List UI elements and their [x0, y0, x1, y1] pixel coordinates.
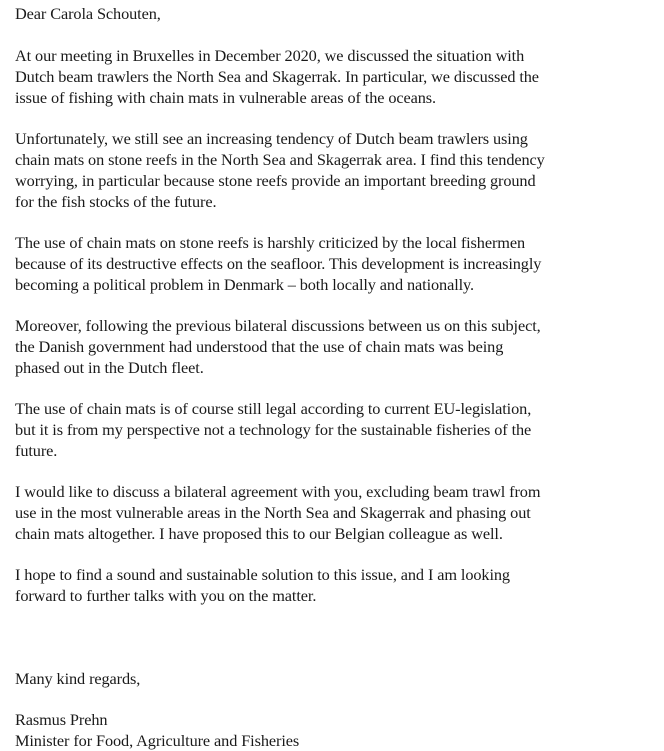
signature-block [15, 709, 655, 751]
closing-text: Many kind regards, [15, 669, 141, 688]
paragraph-line: Unfortunately, we still see an increasing tendency of Dutch beam trawlers using [15, 129, 528, 148]
paragraph-3 [15, 232, 655, 295]
paragraph-line: use in the most vulnerable areas in the North Sea and Skagerrak and phasing out [15, 503, 531, 522]
paragraph-line: I would like to discuss a bilateral agreement with you, excluding beam trawl from [15, 482, 541, 501]
signature-title: Minister for Food, Agriculture and Fisheries [15, 731, 300, 750]
paragraph-line: worrying, in particular because stone reefs provide an important breeding ground [15, 171, 536, 190]
paragraph-7 [15, 564, 655, 606]
paragraph-line: I hope to find a sound and sustainable solution to this issue, and I am looking [15, 565, 510, 584]
paragraph-line: but it is from my perspective not a technology for the sustainable fisheries of the [15, 420, 532, 439]
paragraph-line: the Danish government had understood that the use of chain mats was being [15, 337, 504, 356]
paragraph-line: chain mats altogether. I have proposed this to our Belgian colleague as well. [15, 524, 503, 543]
paragraph-line: At our meeting in Bruxelles in December 2020, we discussed the situation with [15, 46, 525, 65]
paragraph-line: becoming a political problem in Denmark – both locally and nationally. [15, 275, 475, 294]
paragraph-line: because of its destructive effects on the seafloor. This development is increasingly [15, 254, 542, 273]
salutation [15, 3, 655, 24]
closing [15, 668, 655, 689]
paragraph-4 [15, 315, 655, 378]
paragraph-5 [15, 398, 655, 461]
paragraph-line: The use of chain mats on stone reefs is harshly criticized by the local fishermen [15, 233, 526, 252]
paragraph-line: issue of fishing with chain mats in vulnerable areas of the oceans. [15, 88, 437, 107]
paragraph-line: phased out in the Dutch fleet. [15, 358, 204, 377]
paragraph-line: for the fish stocks of the future. [15, 192, 217, 211]
paragraph-line: Dutch beam trawlers the North Sea and Skagerrak. In particular, we discussed the [15, 67, 539, 86]
paragraph-1 [15, 45, 655, 108]
paragraph-line: Moreover, following the previous bilateral discussions between us on this subject, [15, 316, 541, 335]
signature-name: Rasmus Prehn [15, 710, 108, 729]
paragraph-line: The use of chain mats is of course still legal according to current EU-legislation, [15, 399, 532, 418]
paragraph-line: future. [15, 441, 58, 460]
paragraph-line: forward to further talks with you on the matter. [15, 586, 317, 605]
paragraph-2 [15, 128, 655, 212]
paragraph-line: chain mats on stone reefs in the North Sea and Skagerrak area. I find this tendency [15, 150, 545, 169]
paragraph-6 [15, 481, 655, 544]
salutation-text: Dear Carola Schouten, [15, 4, 161, 23]
